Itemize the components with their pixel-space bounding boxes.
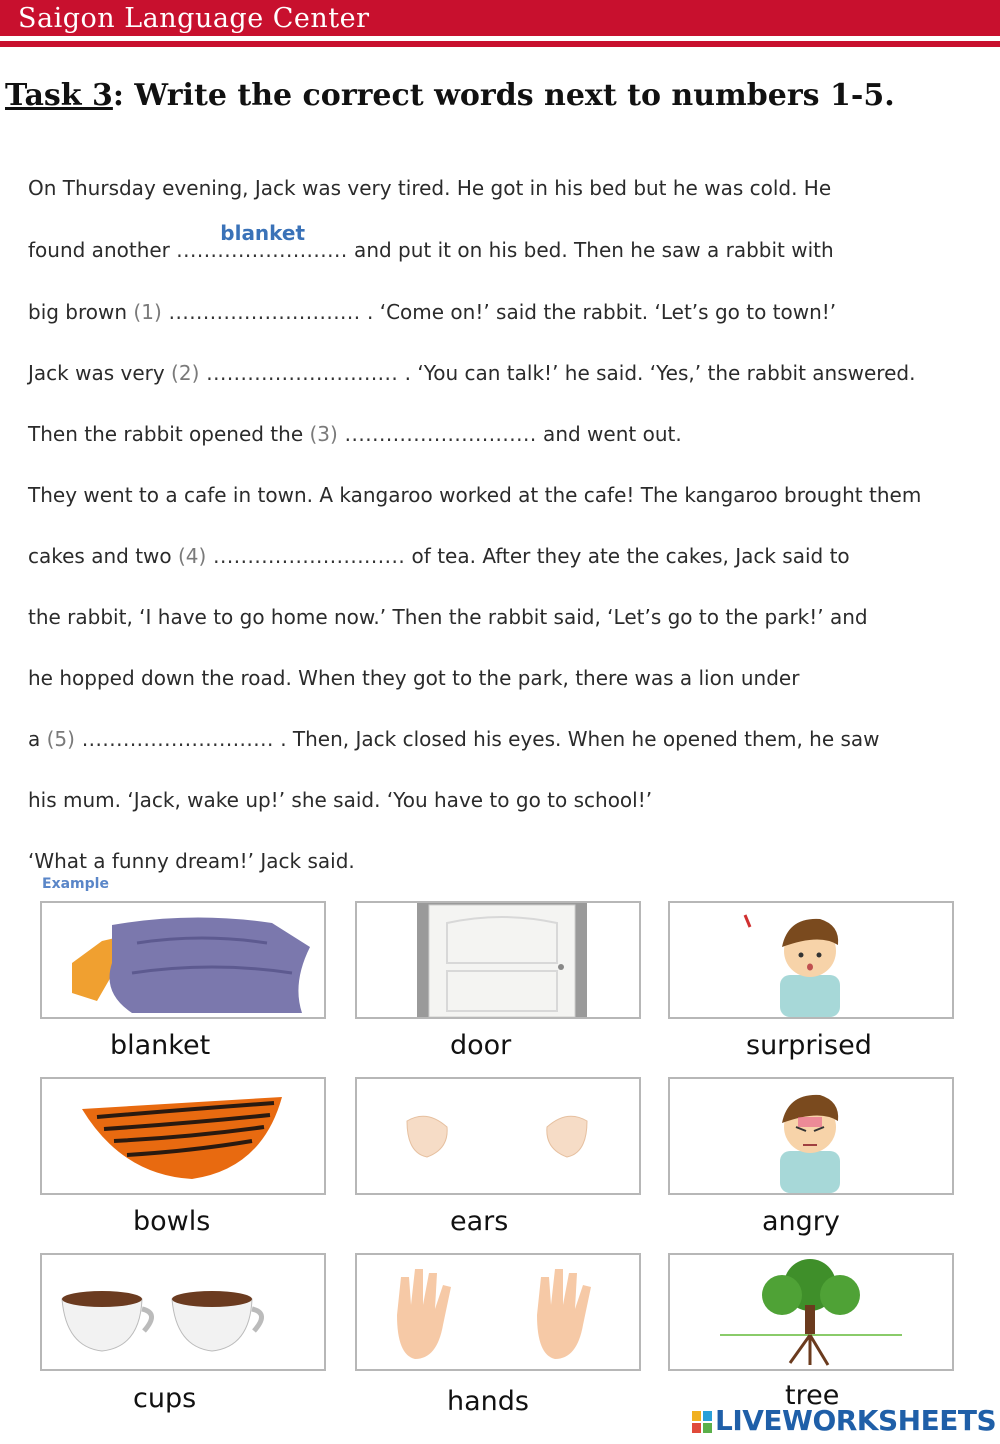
story-text-span: of tea. After they ate the cakes, Jack said to bbox=[405, 544, 850, 568]
picture-card-angry bbox=[668, 1077, 954, 1195]
gap-number-4: (4) bbox=[177, 544, 207, 568]
word-label: bowls bbox=[133, 1206, 211, 1237]
tree-icon bbox=[670, 1255, 952, 1369]
story-text-span: a bbox=[28, 727, 47, 751]
answer-gap-5[interactable]: ............................ bbox=[74, 727, 274, 751]
angry-boy-icon bbox=[670, 1079, 952, 1193]
picture-card-door bbox=[355, 901, 641, 1019]
story-line-3 bbox=[28, 300, 836, 324]
word-label: tree bbox=[785, 1380, 840, 1411]
gap-number-5: (5) bbox=[46, 727, 75, 751]
liveworksheets-mark-icon bbox=[692, 1411, 712, 1433]
story-line-2 bbox=[28, 221, 834, 262]
word-label: ears bbox=[450, 1206, 509, 1237]
door-icon bbox=[357, 903, 639, 1017]
picture-card-tree bbox=[668, 1253, 954, 1371]
example-label: Example bbox=[42, 876, 109, 892]
story-line-10 bbox=[28, 727, 880, 751]
story-text-span: Then the rabbit opened the bbox=[28, 422, 310, 446]
story-text-span: . Then, Jack closed his eyes. When he opened them, he saw bbox=[273, 727, 880, 751]
bowls-icon bbox=[42, 1079, 324, 1193]
header-title: Saigon Language Center bbox=[18, 3, 370, 34]
story-text-span: cakes and two bbox=[28, 544, 178, 568]
answer-gap-3[interactable]: ............................ bbox=[337, 422, 537, 446]
story-text-span: . ‘You can talk!’ he said. ‘Yes,’ the rabbit answered. bbox=[398, 361, 916, 385]
story-text-span: and put it on his bed. Then he saw a rabbit with bbox=[347, 238, 834, 262]
word-label: blanket bbox=[110, 1030, 211, 1061]
answer-gap-4[interactable]: ............................ bbox=[206, 544, 406, 568]
task-heading bbox=[5, 78, 895, 113]
story-text-span: Jack was very bbox=[28, 361, 172, 385]
picture-card-bowls bbox=[40, 1077, 326, 1195]
header-divider bbox=[0, 41, 1000, 47]
answer-gap-2[interactable]: ............................ bbox=[199, 361, 399, 385]
picture-card-surprised bbox=[668, 901, 954, 1019]
answer-gap-1[interactable]: ............................ bbox=[161, 300, 361, 324]
answer-dots: ......................... bbox=[176, 238, 348, 262]
story-line-4 bbox=[28, 361, 915, 385]
story-line-11: his mum. ‘Jack, wake up!’ she said. ‘You have to go to school!’ bbox=[28, 788, 653, 812]
picture-card-cups bbox=[40, 1253, 326, 1371]
surprised-boy-icon bbox=[670, 903, 952, 1017]
liveworksheets-logo bbox=[692, 1404, 996, 1437]
picture-card-hands bbox=[355, 1253, 641, 1371]
story-line-12: ‘What a funny dream!’ Jack said. bbox=[28, 849, 355, 873]
word-label: surprised bbox=[746, 1030, 872, 1061]
blanket-icon bbox=[42, 903, 324, 1017]
story-text-span: . ‘Come on!’ said the rabbit. ‘Let’s go to town!’ bbox=[360, 300, 837, 324]
hands-icon bbox=[357, 1255, 639, 1369]
gap-number-2: (2) bbox=[171, 361, 200, 385]
story-line-6: They went to a cafe in town. A kangaroo worked at the cafe! The kangaroo brought them bbox=[28, 483, 922, 507]
example-answer bbox=[176, 221, 348, 262]
gap-number-1: (1) bbox=[133, 300, 162, 324]
cups-icon bbox=[42, 1255, 324, 1369]
header-bar bbox=[0, 0, 1000, 36]
story-text-span: big brown bbox=[28, 300, 134, 324]
word-label: cups bbox=[133, 1383, 197, 1414]
story-line-5 bbox=[28, 422, 682, 446]
story-line-1: On Thursday evening, Jack was very tired. He got in his bed but he was cold. He bbox=[28, 176, 832, 200]
story-line-7 bbox=[28, 544, 850, 568]
word-label: hands bbox=[447, 1386, 529, 1417]
story-text-span: and went out. bbox=[536, 422, 682, 446]
gap-number-3: (3) bbox=[309, 422, 338, 446]
example-answer-word: blanket bbox=[220, 221, 306, 245]
logo-text: LIVEWORKSHEETS bbox=[715, 1404, 997, 1437]
picture-card-blanket bbox=[40, 901, 326, 1019]
word-label: angry bbox=[762, 1206, 840, 1237]
story-text-span: found another bbox=[28, 238, 177, 262]
word-label: door bbox=[450, 1030, 512, 1061]
picture-card-ears bbox=[355, 1077, 641, 1195]
task-instruction: : Write the correct words next to numbers 1-5. bbox=[112, 78, 895, 113]
ears-icon bbox=[357, 1079, 639, 1193]
story-line-9: he hopped down the road. When they got to the park, there was a lion under bbox=[28, 666, 800, 690]
story-line-8: the rabbit, ‘I have to go home now.’ Then the rabbit said, ‘Let’s go to the park!’ and bbox=[28, 605, 868, 629]
task-label: Task 3 bbox=[5, 78, 113, 113]
